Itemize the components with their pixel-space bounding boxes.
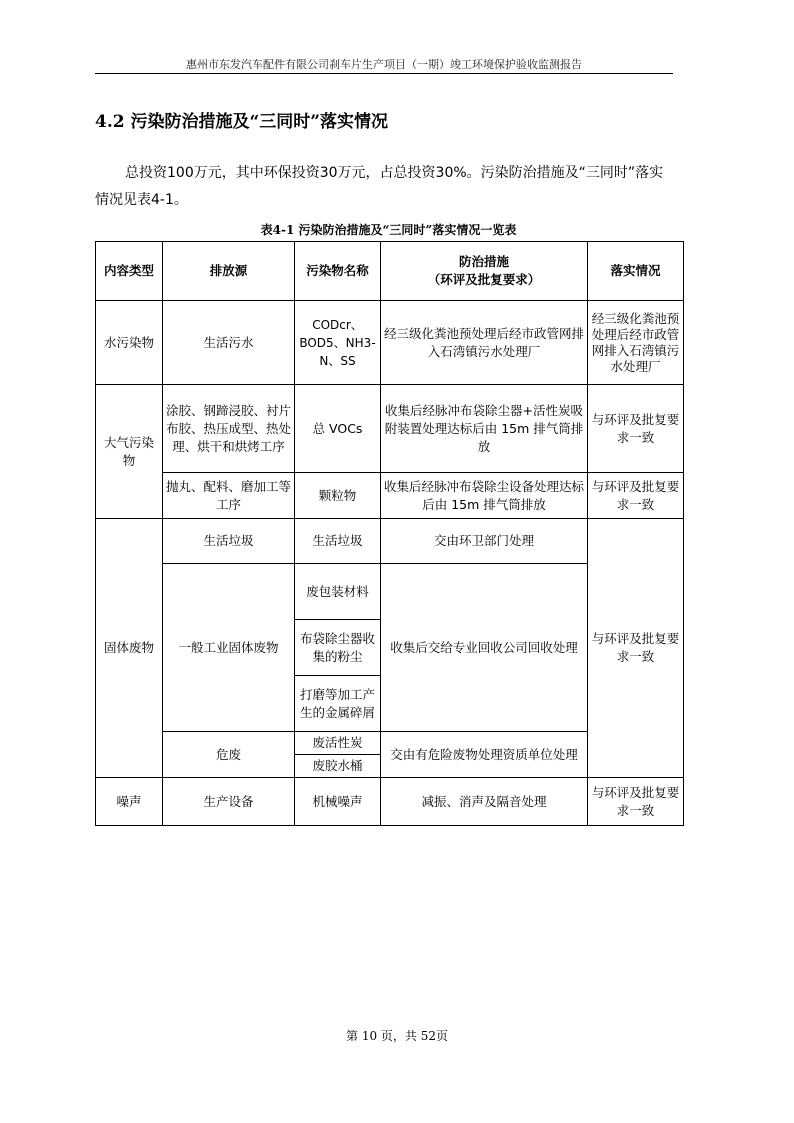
section-title: 4.2 污染防治措施及“三同时”落实情况 xyxy=(95,112,389,132)
solid-hazard-pollutant-1: 废活性炭 xyxy=(295,732,381,755)
solid-general-pollutant-3: 打磨等加工产生的金属碎屑 xyxy=(295,676,381,732)
page-header: 惠州市东发汽车配件有限公司刹车片生产项目（一期）竣工环境保护验收监测报告 xyxy=(95,58,673,74)
noise-source: 生产设备 xyxy=(163,778,295,826)
solid-general-source: 一般工业固体废物 xyxy=(163,564,295,732)
table-row-solid-domestic xyxy=(96,519,684,564)
air-measure-2: 收集后经脉冲布袋除尘设备处理达标后由 15m 排气筒排放 xyxy=(381,473,588,519)
solid-hazard-pollutant-2: 废胶水桶 xyxy=(295,755,381,778)
noise-status: 与环评及批复要求一致 xyxy=(588,778,684,826)
noise-measure: 减振、消声及隔音处理 xyxy=(381,778,588,826)
noise-type: 噪声 xyxy=(96,778,163,826)
header-measure-sub: （环评及批复要求） xyxy=(427,272,541,287)
solid-general-pollutant-1: 废包装材料 xyxy=(295,564,381,620)
intro-paragraph: 总投资100万元，其中环保投资30万元，占总投资30%。污染防治措施及“三同时”落实情况见表4-1。 xyxy=(95,165,664,208)
page-footer: 第 10 页，共 52页 xyxy=(346,1029,448,1043)
table-caption: 表4-1 污染防治措施及“三同时”落实情况一览表 xyxy=(260,223,517,237)
water-status: 经三级化粪池预处理后经市政管网排入石湾镇污水处理厂 xyxy=(588,301,684,385)
table-row-noise xyxy=(96,778,684,826)
air-source-2: 抛丸、配料、磨加工等工序 xyxy=(163,473,295,519)
water-pollutant: CODcr、BOD5、NH3-N、SS xyxy=(295,301,381,385)
solid-general-pollutant-2: 布袋除尘器收集的粉尘 xyxy=(295,620,381,676)
header-type: 内容类型 xyxy=(96,242,163,301)
solid-domestic-measure: 交由环卫部门处理 xyxy=(381,519,588,564)
header-measure-main: 防治措施 xyxy=(458,254,509,269)
table-row-air-2 xyxy=(96,473,684,519)
air-source-1: 涂胶、钢蹄浸胶、衬片布胶、热压成型、热处理、烘干和烘烤工序 xyxy=(163,385,295,473)
air-type: 大气污染物 xyxy=(96,385,163,519)
air-measure-1: 收集后经脉冲布袋除尘器+活性炭吸附装置处理达标后由 15m 排气筒排放 xyxy=(381,385,588,473)
header-pollutant: 污染物名称 xyxy=(295,242,381,301)
water-type: 水污染物 xyxy=(96,301,163,385)
solid-domestic-pollutant: 生活垃圾 xyxy=(295,519,381,564)
measures-table xyxy=(95,241,684,826)
header-source: 排放源 xyxy=(163,242,295,301)
solid-hazard-source: 危废 xyxy=(163,732,295,778)
air-status-1: 与环评及批复要求一致 xyxy=(588,385,684,473)
air-pollutant-1: 总 VOCs xyxy=(295,385,381,473)
solid-status: 与环评及批复要求一致 xyxy=(588,519,684,778)
header-status: 落实情况 xyxy=(588,242,684,301)
table-row-water xyxy=(96,301,684,385)
air-pollutant-2: 颗粒物 xyxy=(295,473,381,519)
solid-type: 固体废物 xyxy=(96,519,163,778)
solid-domestic-source: 生活垃圾 xyxy=(163,519,295,564)
noise-pollutant: 机械噪声 xyxy=(295,778,381,826)
water-source: 生活污水 xyxy=(163,301,295,385)
air-status-2: 与环评及批复要求一致 xyxy=(588,473,684,519)
table-row-air-1 xyxy=(96,385,684,473)
header-measure xyxy=(381,242,588,301)
solid-hazard-measure: 交由有危险废物处理资质单位处理 xyxy=(381,732,588,778)
water-measure: 经三级化粪池预处理后经市政管网排入石湾镇污水处理厂 xyxy=(381,301,588,385)
solid-general-measure: 收集后交给专业回收公司回收处理 xyxy=(381,564,588,732)
table-header-row xyxy=(96,242,684,301)
